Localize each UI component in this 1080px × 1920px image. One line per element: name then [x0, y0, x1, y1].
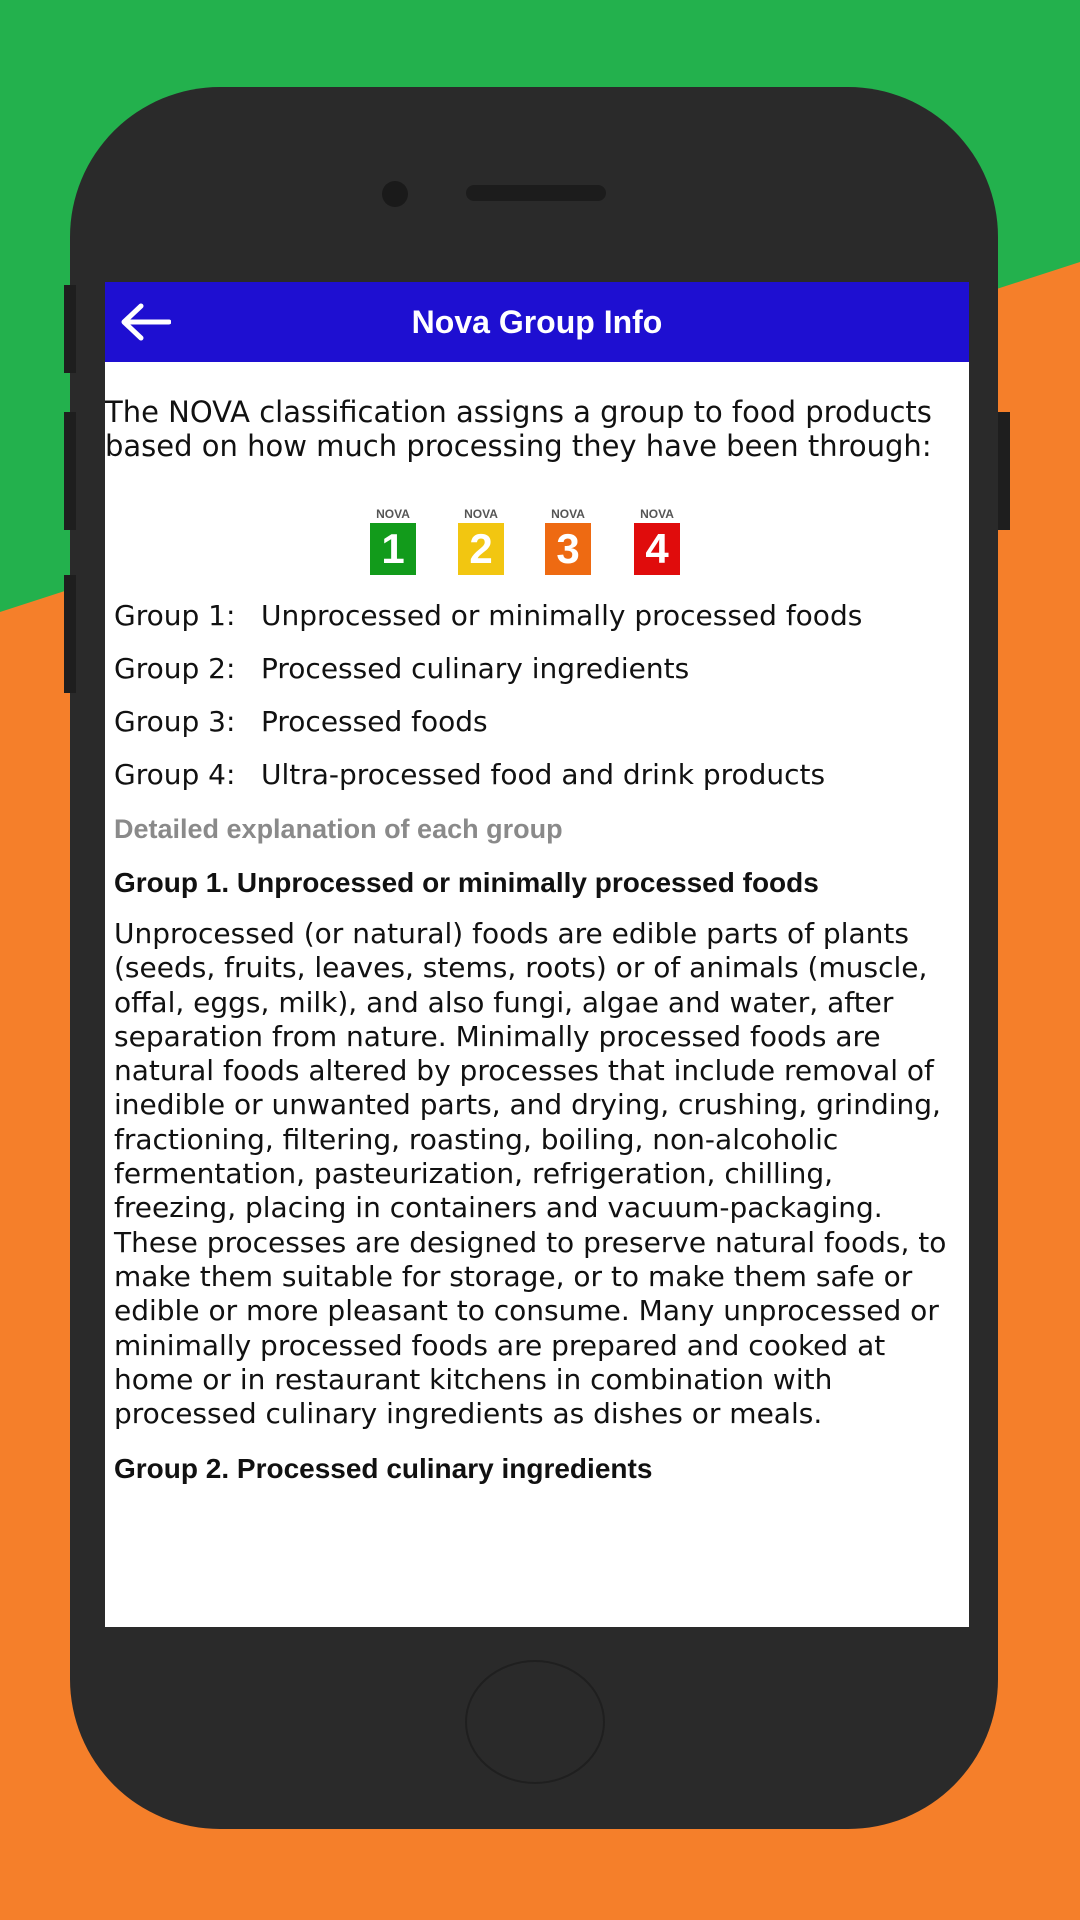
- nova-badge-number: 2: [458, 523, 504, 575]
- group-row: [114, 757, 964, 810]
- group-row: [114, 704, 964, 757]
- intro-text: The NOVA classification assigns a group to food products based on how much processing they have been through:: [105, 395, 932, 463]
- group-key: Group 3:: [114, 705, 236, 738]
- section-heading-group-1: Group 1. Unprocessed or minimally processed foods: [114, 867, 819, 898]
- group-list: [114, 598, 964, 810]
- nova-badge-label: NOVA: [376, 507, 410, 521]
- group-desc: Processed foods: [261, 705, 488, 738]
- section-body-group-1: Unprocessed (or natural) foods are edible parts of plants (seeds, fruits, leaves, stems, roots) or of animals (muscle, offal, eggs, milk), and also fungi, algae and water, after separation from nature. Minimally processed foods are natural foods altered by processes that include removal of inedible or unwanted parts, and drying, crushing, grinding, fractioning, filtering, roasting, boiling, non-alcoholic fermentation, pasteurization, refrigeration, chilling, freezing, placing in containers and vacuum-packaging. These processes are designed to preserve natural foods, to make them suitable for storage, or to make them safe or edible or more pleasant to consume. Many unprocessed or minimally processed foods are prepared and cooked at home or in restaurant kitchens in combination with processed culinary ingredients as dishes or meals.: [114, 917, 947, 1431]
- content-scroll[interactable]: [105, 362, 969, 1627]
- group-key: Group 4:: [114, 758, 236, 791]
- nova-badge-number: 1: [370, 523, 416, 575]
- nova-badge-2: [457, 507, 505, 579]
- home-button[interactable]: [465, 1660, 605, 1784]
- group-row: [114, 598, 964, 651]
- group-desc: Unprocessed or minimally processed foods: [261, 599, 863, 632]
- back-button[interactable]: [115, 296, 175, 348]
- nova-badge-number: 4: [634, 523, 680, 575]
- nova-badge-label: NOVA: [551, 507, 585, 521]
- volume-down-button: [64, 575, 76, 693]
- arrow-left-icon: [119, 302, 171, 342]
- group-desc: Processed culinary ingredients: [261, 652, 690, 685]
- earpiece-speaker: [466, 185, 606, 201]
- nova-badge-label: NOVA: [464, 507, 498, 521]
- group-key: Group 1:: [114, 599, 236, 632]
- section-heading-group-2: Group 2. Processed culinary ingredients: [114, 1453, 653, 1484]
- nova-badge-4: [633, 507, 681, 579]
- detail-heading: Detailed explanation of each group: [114, 814, 563, 844]
- page-title: Nova Group Info: [411, 304, 663, 340]
- group-key: Group 2:: [114, 652, 236, 685]
- app-bar: [105, 282, 969, 362]
- app-screen: [105, 282, 969, 1627]
- nova-badge-number: 3: [545, 523, 591, 575]
- volume-up-button: [64, 412, 76, 530]
- nova-badges: [369, 507, 709, 587]
- nova-badge-1: [369, 507, 417, 579]
- mute-switch: [64, 285, 76, 373]
- nova-badge-3: [544, 507, 592, 579]
- front-camera: [382, 181, 408, 207]
- nova-badge-label: NOVA: [640, 507, 674, 521]
- group-row: [114, 651, 964, 704]
- group-desc: Ultra-processed food and drink products: [261, 758, 826, 791]
- power-button: [998, 412, 1010, 530]
